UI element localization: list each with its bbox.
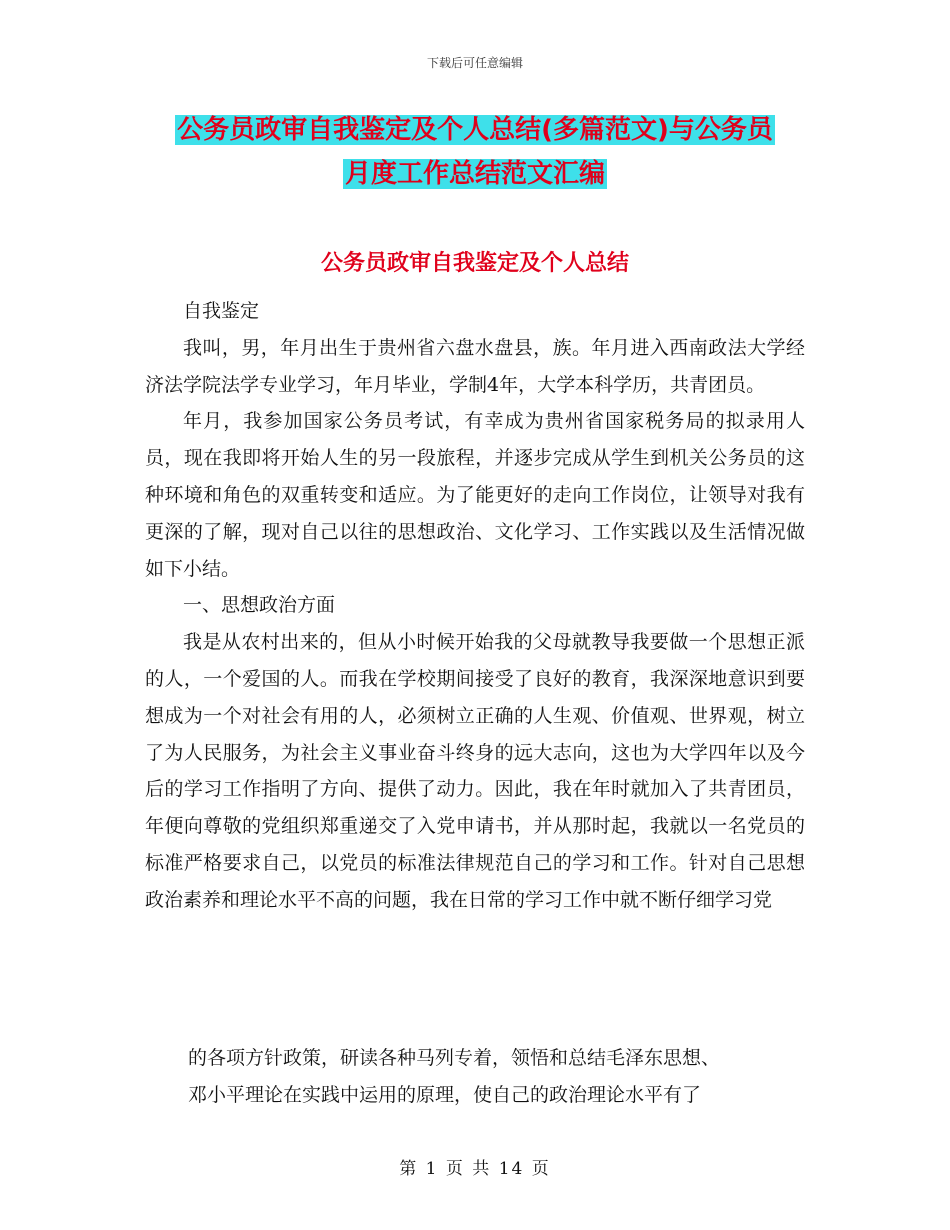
continuation-text (188, 1040, 808, 1114)
document-title-line-1: 公务员政审自我鉴定及个人总结(多篇范文)与公务员 (177, 115, 773, 145)
continuation-line: 邓小平理论在实践中运用的原理，使自己的政治理论水平有了 (188, 1083, 702, 1106)
document-title-line-2: 月度工作总结范文汇编 (344, 159, 605, 189)
header-note: 下载后可任意编辑 (426, 56, 523, 70)
paragraph: 年月，我参加国家公务员考试，有幸成为贵州省国家税务局的拟录用人员，现在我即将开始人生的另一段旅程，并逐步完成从学生到机关公务员的这种环境和角色的双重转变和适应。为了能更好的走向工作岗位，让领导对我有更深的了解，现对自己以往的思想政治、文化学习、工作实践以及生活情况做如下小结。 (145, 410, 805, 580)
body-text (145, 293, 805, 919)
paragraph: 自我鉴定 (183, 300, 260, 322)
continuation-line: 的各项方针政策，研读各种马列专着，领悟和总结毛泽东思想、 (188, 1047, 721, 1069)
page-footer: 第 1 页 共 14 页 (399, 1159, 551, 1179)
section-title: 公务员政审自我鉴定及个人总结 (320, 251, 629, 276)
paragraph: 我叫，男，年月出生于贵州省六盘水盘县，族。年月进入西南政法大学经济法学院法学专业学习，年月毕业，学制4年，大学本科学历，共青团员。 (145, 336, 805, 396)
paragraph: 一、思想政治方面 (183, 594, 336, 617)
paragraph: 我是从农村出来的，但从小时候开始我的父母就教导我要做一个思想正派的人，一个爱国的人。而我在学校期间接受了良好的教育，我深深地意识到要想成为一个对社会有用的人，必须树立正确的人生观、价值观、世界观，树立了为人民服务，为社会主义事业奋斗终身的远大志向，这也为大学四年以及今后的学习工作指明了方向、提供了动力。因此，我在年时就加入了共青团员，年便向尊敬的党组织郑重递交了入党申请书，并从那时起，我就以一名党员的标准严格要求自己，以党员的标准法律规范自己的学习和工作。针对自己思想政治素养和理论水平不高的问题，我在日常的学习工作中就不断仔细学习党 (145, 631, 805, 911)
